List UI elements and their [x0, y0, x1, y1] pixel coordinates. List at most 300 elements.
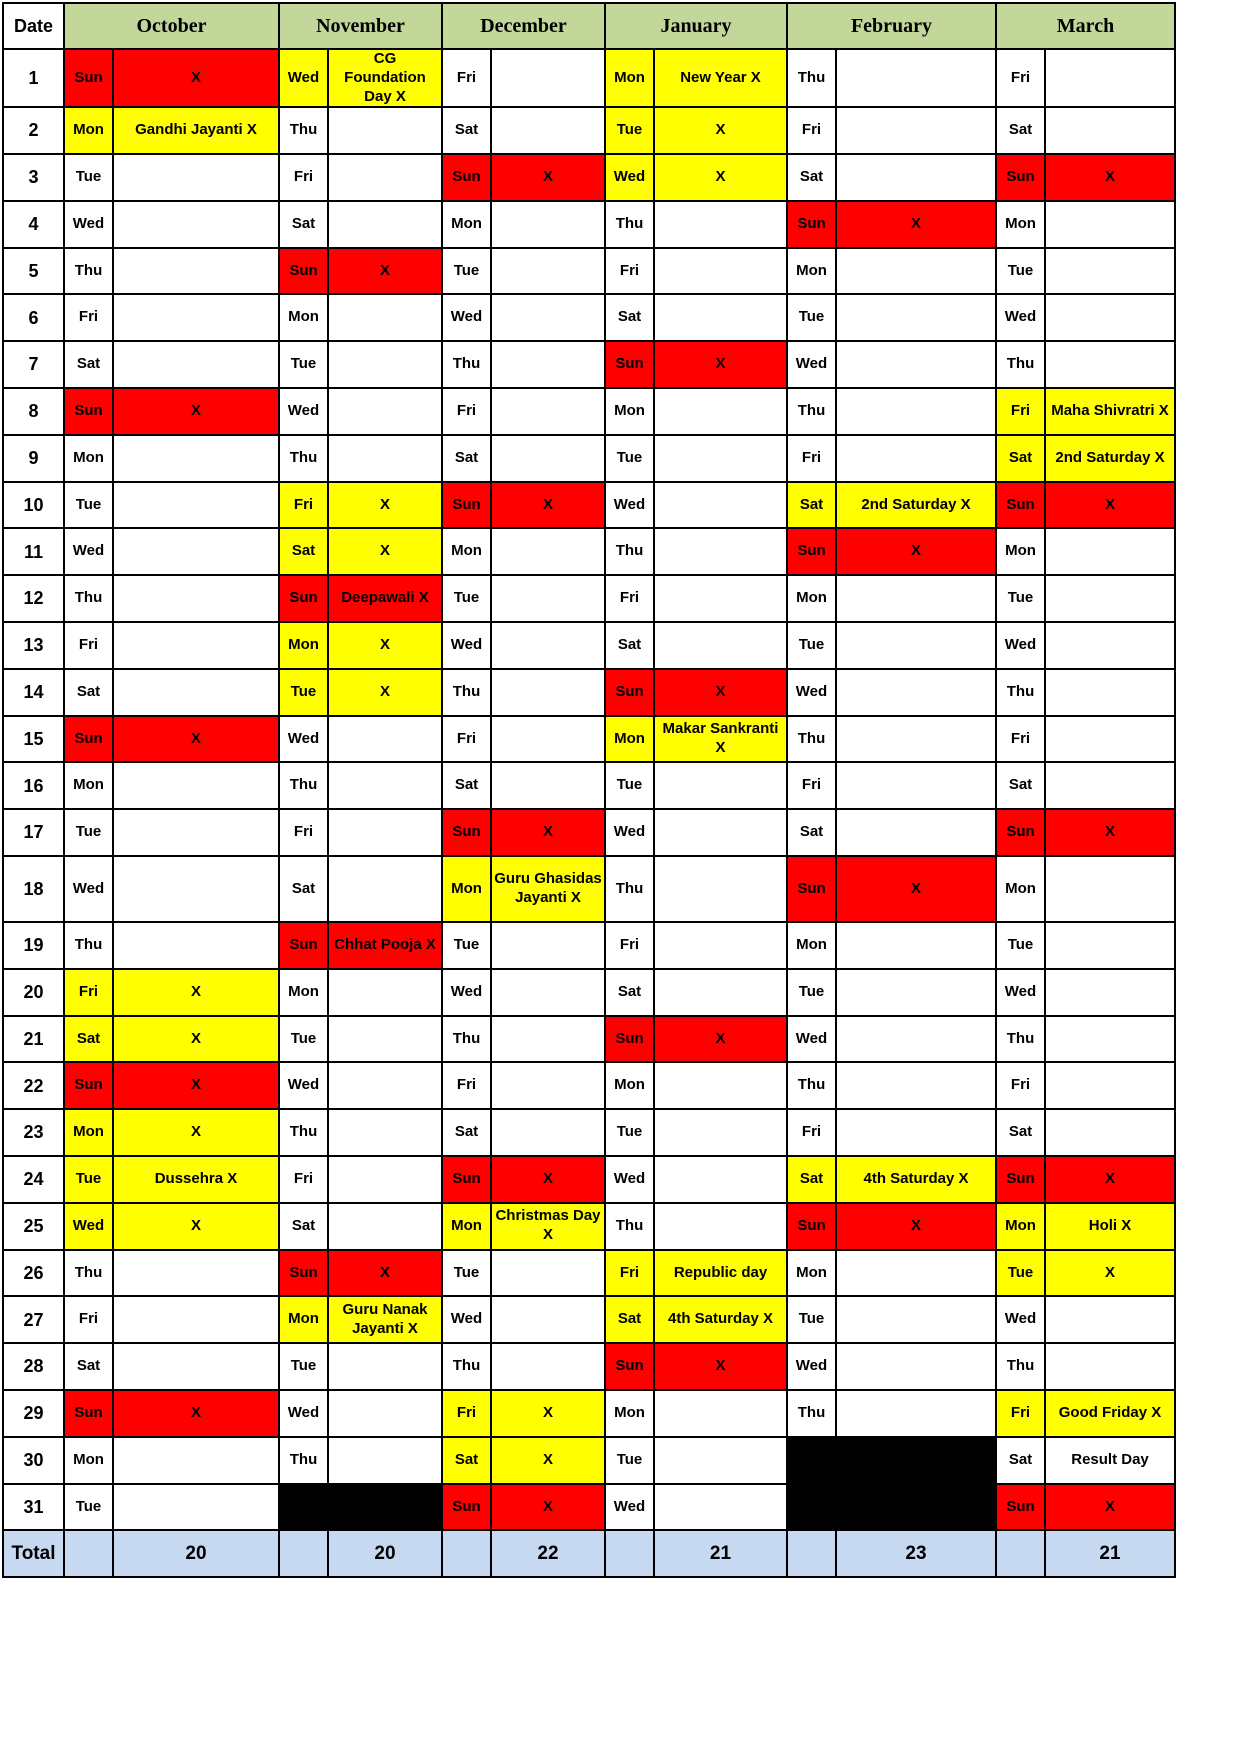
weekday-november: Sat [279, 856, 328, 922]
date-row [3, 969, 1175, 1016]
holiday-note-december: X [491, 154, 605, 201]
holiday-note-january: X [654, 154, 787, 201]
weekday-january: Thu [605, 1203, 654, 1250]
weekday-march: Fri [996, 716, 1045, 763]
total-label: Total [3, 1530, 64, 1577]
holiday-note-february [836, 294, 996, 341]
holiday-note-march [1045, 669, 1175, 716]
date-row [3, 435, 1175, 482]
holiday-note-december: X [491, 1156, 605, 1203]
weekday-january: Wed [605, 1156, 654, 1203]
holiday-note-march [1045, 341, 1175, 388]
weekday-november: Sat [279, 1203, 328, 1250]
holiday-note-february [836, 49, 996, 107]
holiday-note-november [328, 762, 442, 809]
date-number: 10 [3, 482, 64, 529]
weekday-march: Sun [996, 1156, 1045, 1203]
date-row [3, 201, 1175, 248]
weekday-october: Sun [64, 49, 113, 107]
weekday-february: Fri [787, 435, 836, 482]
holiday-note-march: X [1045, 809, 1175, 856]
holiday-note-december [491, 622, 605, 669]
holiday-note-january [654, 809, 787, 856]
weekday-october: Thu [64, 1250, 113, 1297]
weekday-december: Sun [442, 809, 491, 856]
holiday-note-january [654, 1109, 787, 1156]
holiday-note-november: Deepawali X [328, 575, 442, 622]
date-row [3, 1343, 1175, 1390]
weekday-february: Sat [787, 809, 836, 856]
date-number: 16 [3, 762, 64, 809]
weekday-january: Mon [605, 1390, 654, 1437]
weekday-january: Mon [605, 388, 654, 435]
weekday-november: Wed [279, 1390, 328, 1437]
date-number: 4 [3, 201, 64, 248]
weekday-february: Thu [787, 388, 836, 435]
weekday-february: Sun [787, 201, 836, 248]
weekday-october: Fri [64, 622, 113, 669]
holiday-note-november [328, 294, 442, 341]
weekday-march: Sun [996, 482, 1045, 529]
weekday-december: Sun [442, 482, 491, 529]
total-spacer-december [442, 1530, 491, 1577]
weekday-november [279, 1484, 328, 1531]
holiday-note-november [328, 856, 442, 922]
holiday-note-december: X [491, 1437, 605, 1484]
weekday-november: Fri [279, 809, 328, 856]
weekday-october: Thu [64, 248, 113, 295]
weekday-december: Thu [442, 669, 491, 716]
holiday-note-october [113, 154, 279, 201]
date-number: 1 [3, 49, 64, 107]
weekday-january: Tue [605, 435, 654, 482]
weekday-november: Tue [279, 669, 328, 716]
date-number: 19 [3, 922, 64, 969]
holiday-note-february [836, 1484, 996, 1531]
holiday-note-march [1045, 1109, 1175, 1156]
holiday-note-december [491, 1016, 605, 1063]
holiday-note-january [654, 1484, 787, 1531]
weekday-december: Sun [442, 154, 491, 201]
holiday-note-november: Guru Nanak Jayanti X [328, 1296, 442, 1343]
weekday-march: Fri [996, 388, 1045, 435]
date-row [3, 716, 1175, 763]
holiday-note-october [113, 809, 279, 856]
weekday-january: Sat [605, 1296, 654, 1343]
weekday-december: Sat [442, 762, 491, 809]
weekday-november: Sun [279, 922, 328, 969]
holiday-note-february [836, 969, 996, 1016]
weekday-october: Sun [64, 716, 113, 763]
holiday-note-march [1045, 1016, 1175, 1063]
holiday-note-november [328, 1109, 442, 1156]
holiday-note-november [328, 154, 442, 201]
weekday-december: Mon [442, 856, 491, 922]
weekday-march: Thu [996, 1016, 1045, 1063]
weekday-january: Sun [605, 341, 654, 388]
holiday-note-october [113, 435, 279, 482]
weekday-january: Tue [605, 762, 654, 809]
weekday-december: Tue [442, 922, 491, 969]
weekday-january: Wed [605, 154, 654, 201]
date-number: 18 [3, 856, 64, 922]
date-row [3, 294, 1175, 341]
holiday-note-december: X [491, 1484, 605, 1531]
date-row [3, 1156, 1175, 1203]
weekday-march: Thu [996, 341, 1045, 388]
weekday-november: Sun [279, 1250, 328, 1297]
weekday-march: Sat [996, 435, 1045, 482]
holiday-note-january [654, 575, 787, 622]
total-spacer-november [279, 1530, 328, 1577]
weekday-december: Sat [442, 1437, 491, 1484]
weekday-december: Wed [442, 294, 491, 341]
month-header-december: December [442, 3, 605, 49]
weekday-october: Wed [64, 528, 113, 575]
weekday-january: Sun [605, 669, 654, 716]
holiday-note-march [1045, 1343, 1175, 1390]
date-number: 9 [3, 435, 64, 482]
holiday-note-january: X [654, 341, 787, 388]
weekday-february: Mon [787, 1250, 836, 1297]
weekday-october: Tue [64, 154, 113, 201]
weekday-october: Fri [64, 1296, 113, 1343]
holiday-note-january: X [654, 1343, 787, 1390]
weekday-january: Sat [605, 622, 654, 669]
date-number: 11 [3, 528, 64, 575]
weekday-december: Sat [442, 1109, 491, 1156]
holiday-note-december [491, 1296, 605, 1343]
holiday-note-february [836, 1250, 996, 1297]
holiday-note-february: X [836, 856, 996, 922]
weekday-october: Sat [64, 1343, 113, 1390]
holiday-note-march: Result Day [1045, 1437, 1175, 1484]
holiday-note-january [654, 856, 787, 922]
holiday-note-october: Dussehra X [113, 1156, 279, 1203]
date-row [3, 1062, 1175, 1109]
holiday-note-october [113, 1437, 279, 1484]
weekday-march: Tue [996, 248, 1045, 295]
holiday-note-january [654, 1390, 787, 1437]
holiday-note-october [113, 622, 279, 669]
weekday-january: Mon [605, 1062, 654, 1109]
holiday-note-december [491, 435, 605, 482]
holiday-note-october [113, 922, 279, 969]
holiday-note-march [1045, 856, 1175, 922]
weekday-march: Wed [996, 969, 1045, 1016]
date-number: 8 [3, 388, 64, 435]
date-number: 31 [3, 1484, 64, 1531]
holiday-note-february [836, 154, 996, 201]
date-number: 26 [3, 1250, 64, 1297]
holiday-note-march [1045, 49, 1175, 107]
date-number: 23 [3, 1109, 64, 1156]
weekday-january: Sat [605, 294, 654, 341]
holiday-note-march [1045, 762, 1175, 809]
date-number: 22 [3, 1062, 64, 1109]
holiday-note-october: X [113, 1062, 279, 1109]
weekday-december: Mon [442, 528, 491, 575]
weekday-february [787, 1484, 836, 1531]
date-number: 5 [3, 248, 64, 295]
holiday-note-february: X [836, 528, 996, 575]
weekday-october: Sun [64, 1390, 113, 1437]
date-row [3, 669, 1175, 716]
weekday-march: Tue [996, 922, 1045, 969]
date-number: 20 [3, 969, 64, 1016]
weekday-january: Sun [605, 1343, 654, 1390]
holiday-note-january [654, 435, 787, 482]
weekday-october: Tue [64, 809, 113, 856]
holiday-note-october: X [113, 1390, 279, 1437]
date-number: 7 [3, 341, 64, 388]
holiday-note-march [1045, 575, 1175, 622]
holiday-note-october [113, 341, 279, 388]
date-number: 29 [3, 1390, 64, 1437]
weekday-october: Tue [64, 482, 113, 529]
holiday-note-february [836, 809, 996, 856]
weekday-march: Sat [996, 1437, 1045, 1484]
weekday-december: Tue [442, 248, 491, 295]
weekday-march: Thu [996, 1343, 1045, 1390]
holiday-note-march: Maha Shivratri X [1045, 388, 1175, 435]
holiday-note-october: X [113, 49, 279, 107]
weekday-october: Sun [64, 388, 113, 435]
total-march: 21 [1045, 1530, 1175, 1577]
weekday-october: Wed [64, 201, 113, 248]
holiday-note-march: Good Friday X [1045, 1390, 1175, 1437]
holiday-note-december [491, 388, 605, 435]
weekday-february: Fri [787, 1109, 836, 1156]
weekday-december: Wed [442, 969, 491, 1016]
weekday-november: Wed [279, 716, 328, 763]
weekday-november: Tue [279, 341, 328, 388]
weekday-february: Sun [787, 856, 836, 922]
holiday-note-december [491, 341, 605, 388]
holiday-note-november [328, 1484, 442, 1531]
weekday-december: Fri [442, 388, 491, 435]
holiday-note-november [328, 341, 442, 388]
holiday-note-march [1045, 107, 1175, 154]
weekday-march: Mon [996, 201, 1045, 248]
holiday-note-january: New Year X [654, 49, 787, 107]
weekday-november: Mon [279, 969, 328, 1016]
weekday-october: Sat [64, 669, 113, 716]
holiday-note-october [113, 1484, 279, 1531]
holiday-note-january: X [654, 1016, 787, 1063]
holiday-note-october [113, 528, 279, 575]
weekday-february: Tue [787, 1296, 836, 1343]
date-row [3, 922, 1175, 969]
holiday-note-december [491, 107, 605, 154]
holiday-note-march: X [1045, 1484, 1175, 1531]
weekday-january: Tue [605, 1109, 654, 1156]
weekday-december: Mon [442, 1203, 491, 1250]
holiday-note-march: Holi X [1045, 1203, 1175, 1250]
weekday-march: Mon [996, 1203, 1045, 1250]
weekday-march: Thu [996, 669, 1045, 716]
holiday-note-november: X [328, 528, 442, 575]
holiday-note-february [836, 1437, 996, 1484]
date-row [3, 528, 1175, 575]
date-row [3, 1437, 1175, 1484]
holiday-note-february [836, 762, 996, 809]
holiday-note-november [328, 716, 442, 763]
weekday-march: Fri [996, 49, 1045, 107]
holiday-note-november [328, 1203, 442, 1250]
month-header-february: February [787, 3, 996, 49]
holiday-note-november [328, 388, 442, 435]
weekday-november: Wed [279, 1062, 328, 1109]
date-row [3, 1203, 1175, 1250]
weekday-january: Fri [605, 248, 654, 295]
date-column-header: Date [3, 3, 64, 49]
holiday-note-december [491, 716, 605, 763]
month-header-november: November [279, 3, 442, 49]
total-spacer-march [996, 1530, 1045, 1577]
holiday-note-november: X [328, 622, 442, 669]
weekday-november: Sat [279, 201, 328, 248]
weekday-november: Mon [279, 294, 328, 341]
total-spacer-october [64, 1530, 113, 1577]
weekday-january: Thu [605, 528, 654, 575]
weekday-november: Mon [279, 622, 328, 669]
weekday-march: Sat [996, 1109, 1045, 1156]
holiday-note-february [836, 1296, 996, 1343]
holiday-note-march [1045, 248, 1175, 295]
holiday-note-december [491, 528, 605, 575]
holiday-note-october [113, 294, 279, 341]
weekday-december: Wed [442, 622, 491, 669]
holiday-note-january [654, 388, 787, 435]
weekday-december: Sat [442, 107, 491, 154]
weekday-march: Mon [996, 528, 1045, 575]
weekday-february: Wed [787, 1343, 836, 1390]
holiday-note-december [491, 969, 605, 1016]
date-number: 12 [3, 575, 64, 622]
holiday-note-january: 4th Saturday X [654, 1296, 787, 1343]
weekday-february: Wed [787, 341, 836, 388]
weekday-february: Thu [787, 1062, 836, 1109]
weekday-december: Wed [442, 1296, 491, 1343]
date-row [3, 1016, 1175, 1063]
holiday-note-january [654, 762, 787, 809]
weekday-february: Sat [787, 482, 836, 529]
weekday-february: Tue [787, 622, 836, 669]
holiday-note-december [491, 1109, 605, 1156]
weekday-march: Sun [996, 809, 1045, 856]
holiday-note-february: 4th Saturday X [836, 1156, 996, 1203]
holiday-note-october [113, 856, 279, 922]
holiday-note-november: X [328, 248, 442, 295]
weekday-january: Sun [605, 1016, 654, 1063]
date-row [3, 107, 1175, 154]
weekday-november: Sat [279, 528, 328, 575]
date-row [3, 154, 1175, 201]
date-row [3, 388, 1175, 435]
holiday-note-january [654, 294, 787, 341]
holiday-note-november [328, 1390, 442, 1437]
holiday-note-march: X [1045, 482, 1175, 529]
holiday-note-march [1045, 201, 1175, 248]
weekday-november: Mon [279, 1296, 328, 1343]
date-row [3, 341, 1175, 388]
holiday-note-october: X [113, 1109, 279, 1156]
holiday-note-february [836, 1109, 996, 1156]
holiday-note-february [836, 922, 996, 969]
holiday-note-february [836, 1062, 996, 1109]
holiday-note-march [1045, 622, 1175, 669]
holiday-note-february [836, 575, 996, 622]
holiday-note-february [836, 716, 996, 763]
weekday-december: Sun [442, 1156, 491, 1203]
holiday-note-october: X [113, 969, 279, 1016]
holiday-note-december: Christmas Day X [491, 1203, 605, 1250]
weekday-january: Mon [605, 716, 654, 763]
total-october: 20 [113, 1530, 279, 1577]
holiday-note-february: 2nd Saturday X [836, 482, 996, 529]
holiday-note-december: X [491, 482, 605, 529]
weekday-november: Wed [279, 388, 328, 435]
holiday-note-february: X [836, 1203, 996, 1250]
date-row [3, 248, 1175, 295]
holiday-note-february [836, 341, 996, 388]
calendar-body [3, 49, 1175, 1530]
weekday-march: Sun [996, 1484, 1045, 1531]
holiday-note-december [491, 922, 605, 969]
date-number: 2 [3, 107, 64, 154]
weekday-november: Fri [279, 1156, 328, 1203]
date-number: 27 [3, 1296, 64, 1343]
holiday-note-march: X [1045, 1156, 1175, 1203]
holiday-note-october [113, 575, 279, 622]
holiday-note-december [491, 762, 605, 809]
holiday-note-january [654, 1062, 787, 1109]
weekday-march: Sat [996, 762, 1045, 809]
weekday-october: Mon [64, 1109, 113, 1156]
holiday-note-december: X [491, 809, 605, 856]
holiday-note-november [328, 1343, 442, 1390]
holiday-note-october [113, 1296, 279, 1343]
holiday-note-november [328, 1016, 442, 1063]
month-header-october: October [64, 3, 279, 49]
holiday-note-january [654, 622, 787, 669]
total-spacer-january [605, 1530, 654, 1577]
holiday-note-march [1045, 294, 1175, 341]
holiday-note-october: X [113, 388, 279, 435]
holiday-note-february [836, 248, 996, 295]
weekday-november: Sun [279, 248, 328, 295]
holiday-note-march: 2nd Saturday X [1045, 435, 1175, 482]
weekday-february: Sat [787, 1156, 836, 1203]
weekday-march: Wed [996, 1296, 1045, 1343]
weekday-january: Sat [605, 969, 654, 1016]
weekday-march: Sun [996, 154, 1045, 201]
holiday-note-october [113, 762, 279, 809]
weekday-october: Sun [64, 1062, 113, 1109]
weekday-february: Sun [787, 1203, 836, 1250]
weekday-november: Thu [279, 762, 328, 809]
holiday-note-october [113, 1343, 279, 1390]
holiday-note-october [113, 201, 279, 248]
weekday-october: Sat [64, 1016, 113, 1063]
weekday-december: Fri [442, 49, 491, 107]
holiday-note-january [654, 969, 787, 1016]
weekday-february: Thu [787, 716, 836, 763]
weekday-january: Tue [605, 107, 654, 154]
holiday-note-march [1045, 922, 1175, 969]
weekday-october: Wed [64, 856, 113, 922]
